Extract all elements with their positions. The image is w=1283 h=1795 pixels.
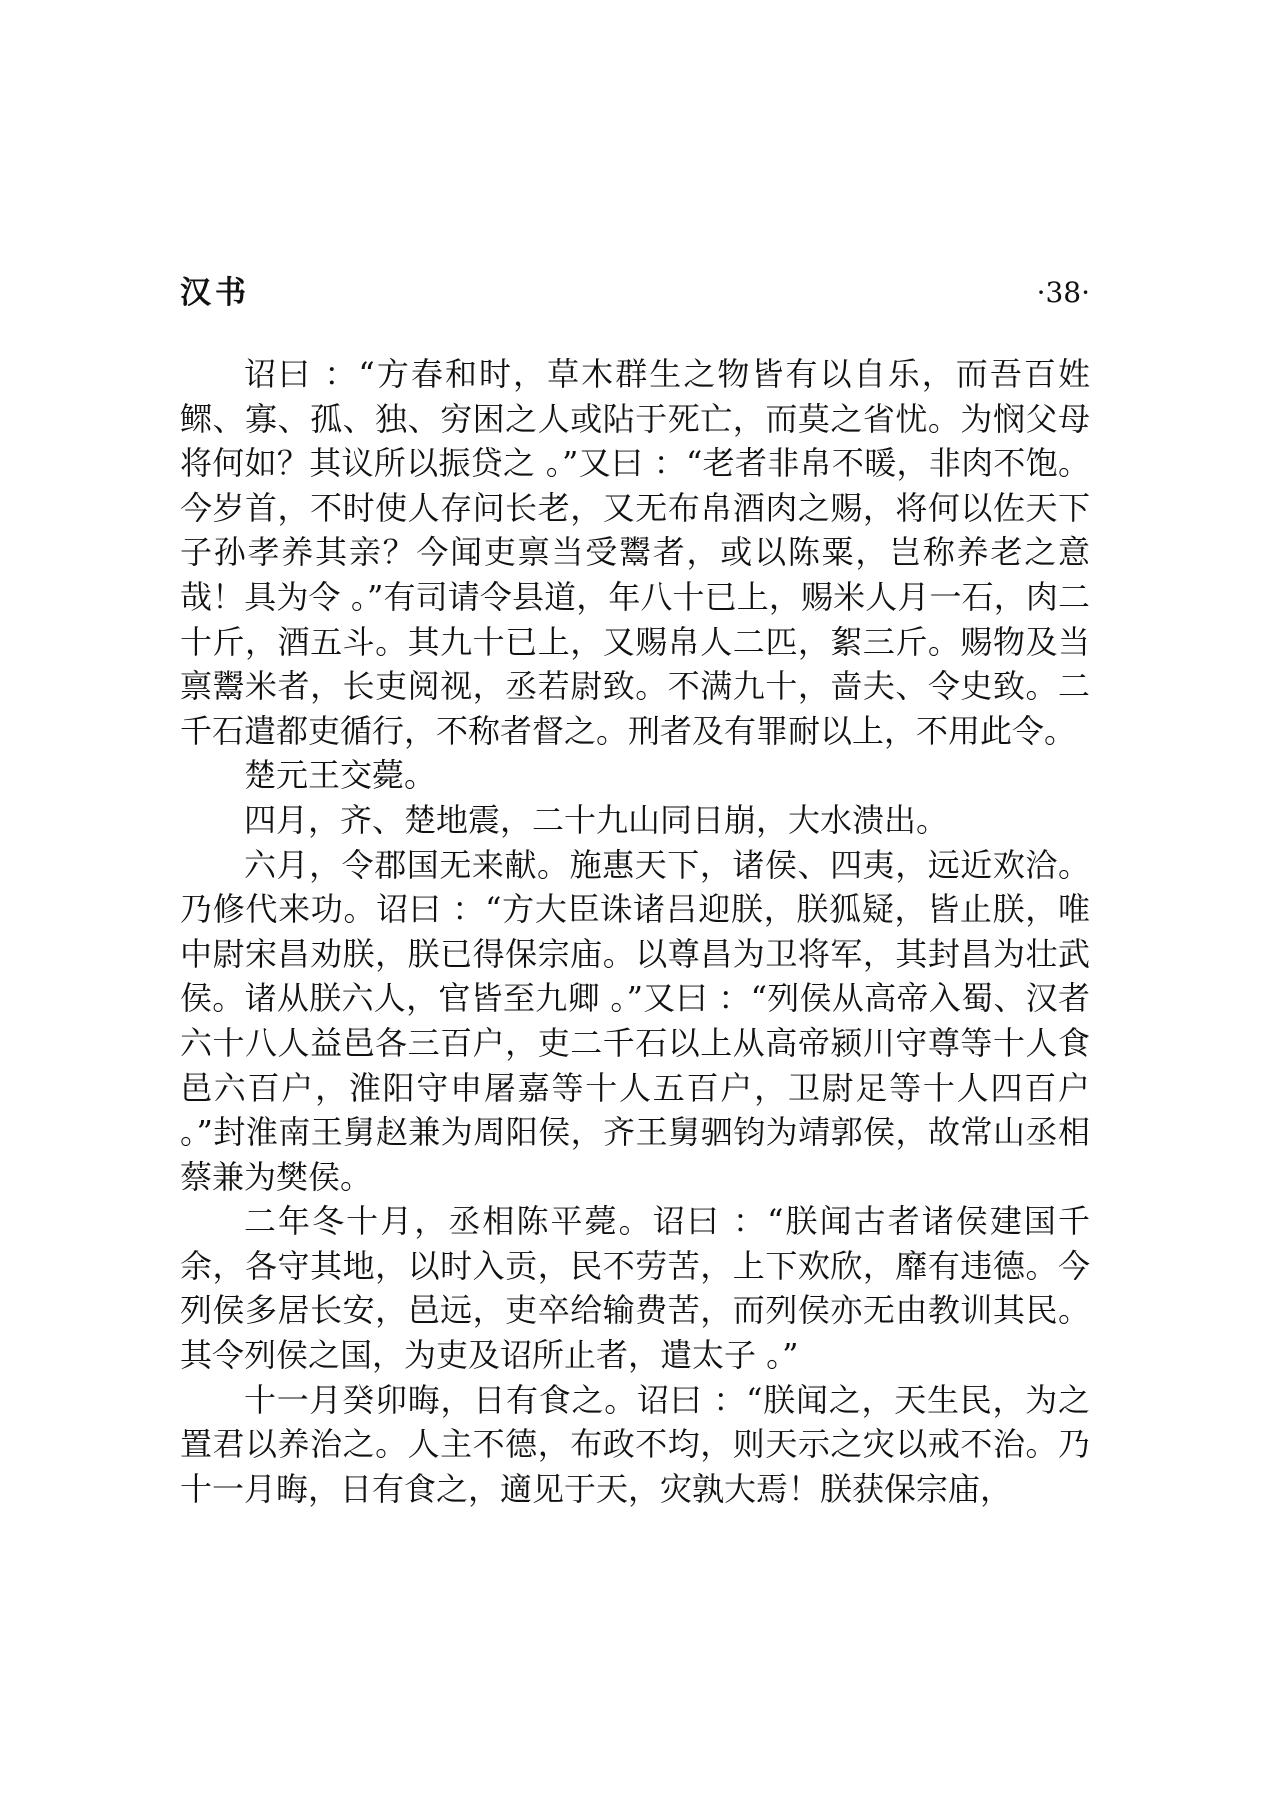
paragraph-second-year: 二年冬十月，丞相陈平薨。诏曰 ：“朕闻古者诸侯建国千余，各守其地，以时入贡，民不劳苦，上下欢欣，靡有违德。今列侯多居长安，邑远，吏卒给输费苦，而列侯亦无由教训其民。其令列侯之国，为吏及诏所止者，遣太子 。” — [180, 1202, 1090, 1375]
book-title: 汉书 — [180, 275, 250, 311]
paragraph-earthquake: 四月，齐、楚地震，二十九山同日崩，大水溃出。 — [244, 800, 949, 839]
paragraph-chu-king-death: 楚元王交薨。 — [244, 756, 437, 795]
paragraph-rewards: 六月，令郡国无来献。施惠天下，诸侯、四夷，远近欢洽。乃修代来功。诏曰 ：“方大臣诛诸吕迎朕，朕狐疑，皆止朕，唯中尉宋昌劝朕，朕已得保宗庙。以尊昌为卫将军，其封昌为壮武侯。诸从朕六人，官皆至九卿 。”又曰 ：“列侯从高帝入蜀、汉者六十八人益邑各三百户，吏二千石以上从高帝颍川守尊等十人食邑六百户，淮阳守申屠嘉等十人五百户，卫尉足等十人四百户 。”封淮南王舅赵兼为周阳侯，齐王舅驷钧为靖郭侯，故常山丞相蔡兼为樊侯。 — [180, 845, 1090, 1196]
page-number: ·38· — [1036, 276, 1090, 309]
running-header — [180, 268, 1090, 318]
paragraph-edict-on-elders: 诏曰 ：“方春和时，草木群生之物皆有以自乐，而吾百姓鳏、寡、孤、独、穷困之人或阽于死亡，而莫之省忧。为悯父母将何如？其议所以振贷之 。”又曰 ：“老者非帛不暖，非肉不饱。今岁首，不时使人存问长老，又无布帛酒肉之赐，将何以佐天下子孙孝养其亲？今闻吏禀当受鬻者，或以陈粟，岂称养老之意哉！具为令 。”有司请令县道，年八十已上，赐米人月一石，肉二十斤，酒五斗。其九十已上，又赐帛人二匹，絮三斤。赐物及当禀鬻米者，长吏阅视，丞若尉致。不满九十，啬夫、令史致。二千石遣都吏循行，不称者督之。刑者及有罪耐以上，不用此令。 — [180, 355, 1090, 750]
paragraph-eclipse: 十一月癸卯晦，日有食之。诏曰 ：“朕闻之，天生民，为之置君以养治之。人主不德，布政不均，则天示之灾以戒不治。乃十一月晦，日有食之，適见于天，灾孰大焉！朕获保宗庙， — [180, 1380, 1090, 1508]
body-text — [180, 352, 1090, 1511]
